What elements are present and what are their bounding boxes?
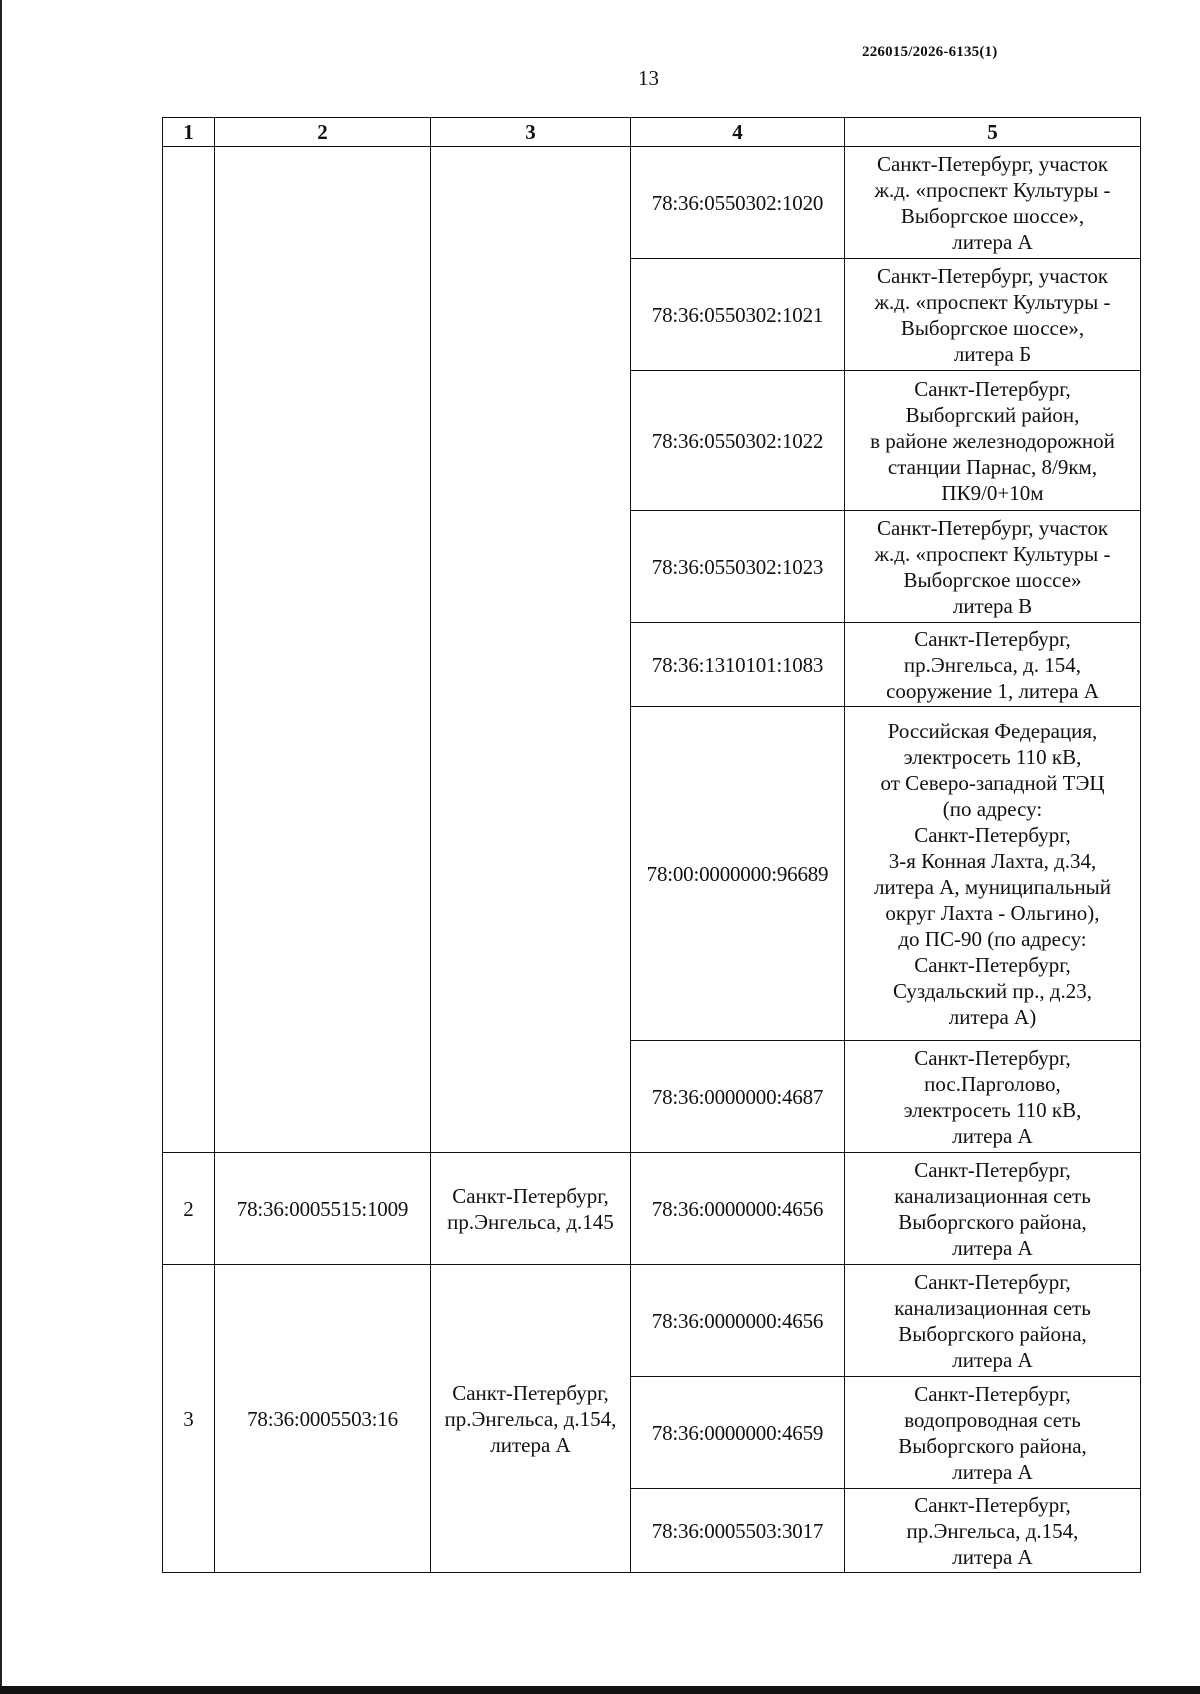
address-line: Санкт-Петербург, <box>914 1269 1071 1294</box>
address-line: литера А <box>952 1235 1033 1260</box>
address-line: канализационная сеть <box>894 1183 1091 1208</box>
address-line: водопроводная сеть <box>904 1407 1081 1432</box>
address-line: литера А) <box>948 1004 1037 1029</box>
object-cadastral-number: 78:36:0000000:4656 <box>631 1153 845 1265</box>
table-row <box>163 1153 1141 1265</box>
object-cadastral-number: 78:00:0000000:96689 <box>631 707 845 1041</box>
object-cadastral-number: 78:36:0000000:4656 <box>631 1265 845 1377</box>
land-cadastral-cell <box>215 147 431 1153</box>
object-address <box>845 1265 1141 1377</box>
address-line: округ Лахта - Ольгино), <box>885 900 1100 925</box>
column-header: 1 <box>163 118 215 147</box>
object-cadastral-number: 78:36:0005503:3017 <box>631 1489 845 1573</box>
address-line: литера Б <box>953 341 1032 366</box>
object-address <box>845 371 1141 511</box>
address-line: литера А <box>952 1123 1033 1148</box>
land-address <box>431 1153 631 1265</box>
address-line: Выборгский район, <box>905 402 1080 427</box>
address-line: Санкт-Петербург, <box>914 952 1071 977</box>
column-header: 2 <box>215 118 431 147</box>
address-line: ж.д. «проспект Культуры - <box>874 177 1111 202</box>
land-cadastral-number: 78:36:0005515:1009 <box>215 1153 431 1265</box>
object-cadastral-number: 78:36:0000000:4687 <box>631 1041 845 1153</box>
address-line: ж.д. «проспект Культуры - <box>874 541 1111 566</box>
address-line: Санкт-Петербург, участок <box>876 515 1109 540</box>
scan-edge <box>0 0 2 1694</box>
address-line: Санкт-Петербург, <box>914 822 1071 847</box>
address-line: Санкт-Петербург, <box>914 1492 1071 1517</box>
address-line: Выборгского района, <box>898 1209 1087 1234</box>
address-line: Санкт-Петербург, участок <box>876 151 1109 176</box>
table-row <box>163 1265 1141 1377</box>
land-address-cell <box>431 147 631 1153</box>
address-line: Выборгское шоссе», <box>900 315 1085 340</box>
row-number-cell <box>163 147 215 1153</box>
object-cadastral-number: 78:36:1310101:1083 <box>631 623 845 707</box>
object-address <box>845 1489 1141 1573</box>
address-line: Выборгского района, <box>898 1321 1087 1346</box>
header-row <box>163 118 1141 147</box>
register-table <box>162 117 1141 1573</box>
address-line: Выборгское шоссе» <box>903 567 1082 592</box>
object-address <box>845 511 1141 623</box>
table-row <box>163 147 1141 259</box>
address-line: Выборгское шоссе», <box>900 203 1085 228</box>
object-address <box>845 623 1141 707</box>
object-cadastral-number: 78:36:0000000:4659 <box>631 1377 845 1489</box>
address-line: литера А, муниципальный <box>873 874 1112 899</box>
address-line: (по адресу: <box>942 796 1043 821</box>
object-cadastral-number: 78:36:0550302:1023 <box>631 511 845 623</box>
object-address <box>845 147 1141 259</box>
object-cadastral-number: 78:36:0550302:1020 <box>631 147 845 259</box>
object-address <box>845 259 1141 371</box>
address-line: Суздальский пр., д.23, <box>892 978 1093 1003</box>
address-line: Санкт-Петербург, <box>452 1380 609 1405</box>
address-line: Санкт-Петербург, <box>914 1157 1071 1182</box>
document-number: 226015/2026-6135(1) <box>862 44 998 60</box>
column-header: 5 <box>845 118 1141 147</box>
address-line: пр.Энгельса, д.154, <box>906 1518 1079 1543</box>
address-line: Санкт-Петербург, <box>914 1381 1071 1406</box>
address-line: литера В <box>952 593 1033 618</box>
address-line: станции Парнас, 8/9км, <box>887 454 1098 479</box>
address-line: Санкт-Петербург, участок <box>876 263 1109 288</box>
column-header: 3 <box>431 118 631 147</box>
address-line: литера А <box>490 1432 571 1457</box>
row-number: 2 <box>163 1153 215 1265</box>
object-address <box>845 1041 1141 1153</box>
address-line: сооружение 1, литера А <box>886 678 1099 703</box>
address-line: литера А <box>952 1347 1033 1372</box>
address-line: Российская Федерация, <box>887 718 1098 743</box>
address-line: в районе железнодорожной <box>870 428 1115 453</box>
object-cadastral-number: 78:36:0550302:1022 <box>631 371 845 511</box>
address-line: пр.Энгельса, д. 154, <box>903 652 1082 677</box>
object-address <box>845 1377 1141 1489</box>
column-header: 4 <box>631 118 845 147</box>
address-line: Санкт-Петербург, <box>914 1045 1071 1070</box>
address-line: ж.д. «проспект Культуры - <box>874 289 1111 314</box>
address-line: Выборгского района, <box>898 1433 1087 1458</box>
address-line: Санкт-Петербург, <box>914 376 1071 401</box>
land-address <box>431 1265 631 1573</box>
address-line: ПК9/0+10м <box>941 480 1044 505</box>
address-line: пос.Парголово, <box>924 1071 1061 1096</box>
address-line: литера А <box>952 1459 1033 1484</box>
address-line: электросеть 110 кВ, <box>903 1097 1082 1122</box>
address-line: литера А <box>952 1544 1033 1569</box>
row-number: 3 <box>163 1265 215 1573</box>
land-cadastral-number: 78:36:0005503:16 <box>215 1265 431 1573</box>
address-line: электросеть 110 кВ, <box>903 744 1082 769</box>
address-line: канализационная сеть <box>894 1295 1091 1320</box>
object-cadastral-number: 78:36:0550302:1021 <box>631 259 845 371</box>
address-line: пр.Энгельса, д.145 <box>447 1209 614 1234</box>
object-address <box>845 707 1141 1041</box>
scan-bottom-edge <box>0 1686 1200 1694</box>
address-line: 3-я Конная Лахта, д.34, <box>888 848 1097 873</box>
object-address <box>845 1153 1141 1265</box>
page-number: 13 <box>638 66 659 90</box>
address-line: пр.Энгельса, д.154, <box>444 1406 617 1431</box>
address-line: Санкт-Петербург, <box>452 1183 609 1208</box>
address-line: до ПС-90 (по адресу: <box>898 926 1087 951</box>
address-line: литера А <box>952 229 1033 254</box>
address-line: от Северо-западной ТЭЦ <box>880 770 1105 795</box>
address-line: Санкт-Петербург, <box>914 626 1071 651</box>
